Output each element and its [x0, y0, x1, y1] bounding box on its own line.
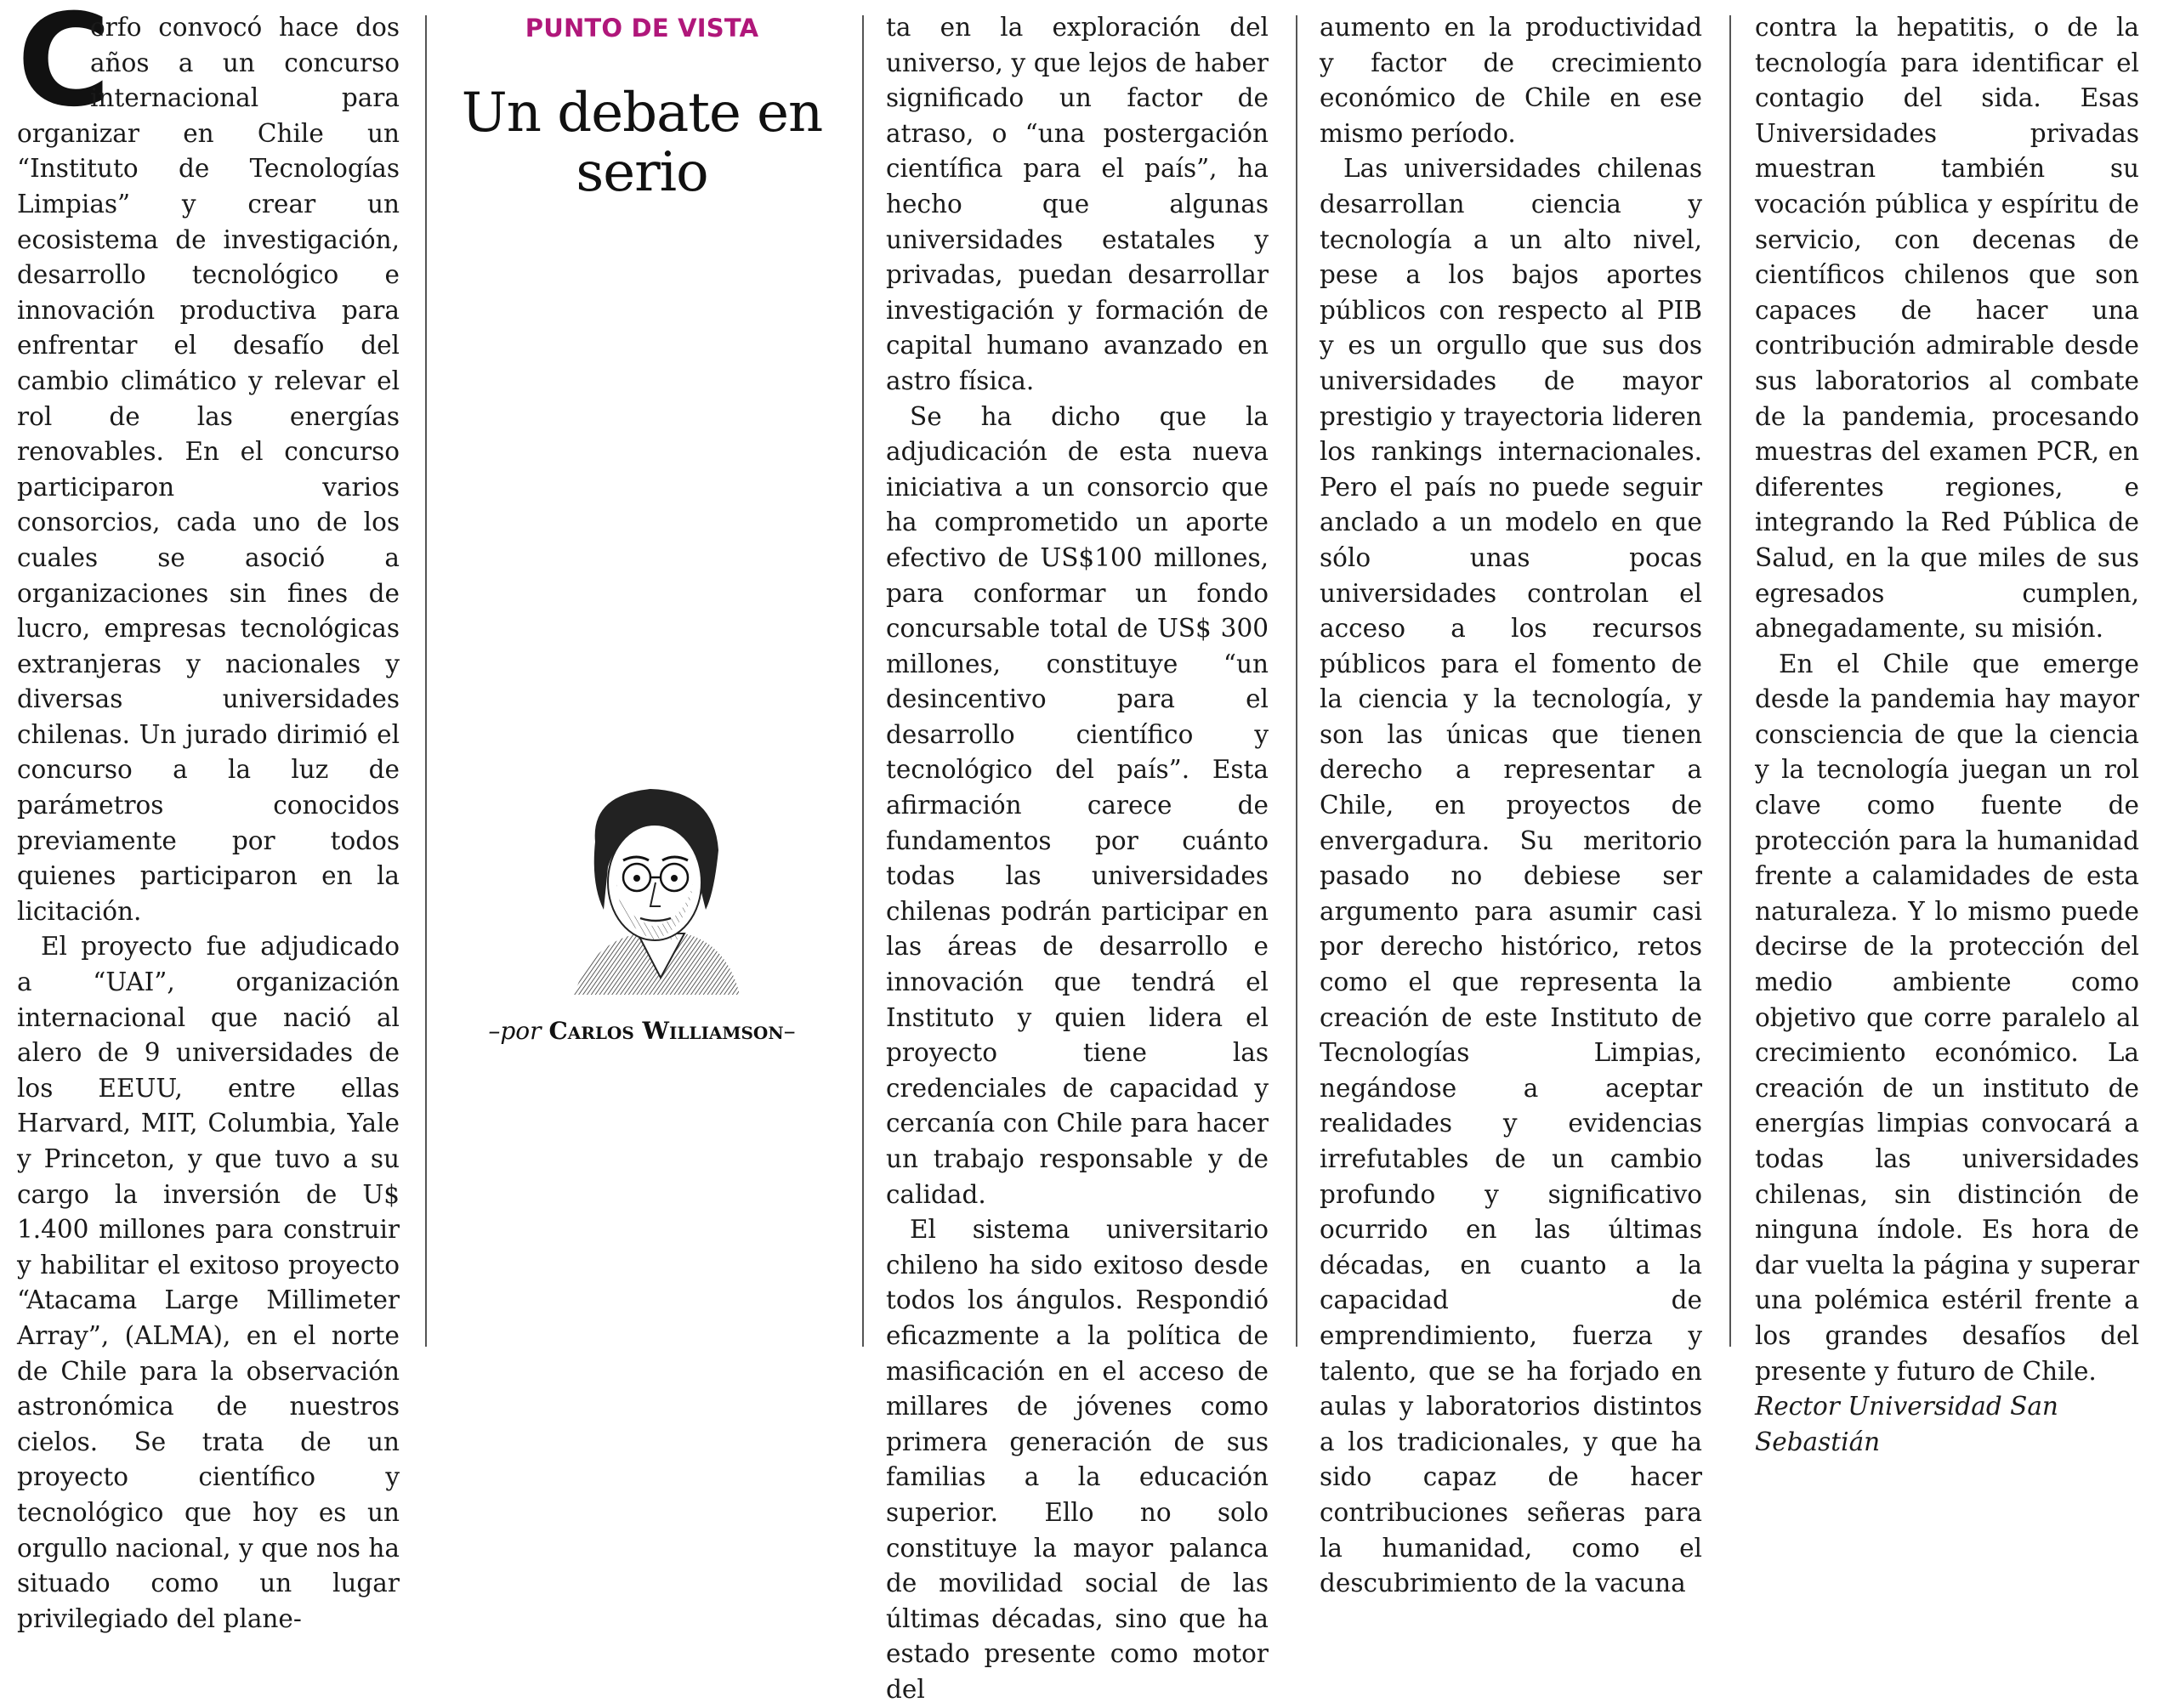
column-divider — [1296, 15, 1297, 1347]
paragraph-2: En el Chile que emerge desde la pandemia hay mayor consciencia de que la ciencia y la tecnología juegan un rol clave como fuente de protección para la humanidad frente a calamidades de esta naturaleza. Y lo mismo puede decirse de la protección del medio ambiente como objetivo que corre paralelo al crecimiento económico. La creación de un instituto de energías limpias convocará a todas las universidades chilenas, sin distinción de ninguna índole. Es hora de dar vuelta la página y superar una polémica estéril frente a los grandes desafíos del presente y futuro de Chile. — [1755, 649, 2139, 1386]
headline: Un debate en serio — [461, 82, 823, 204]
column-divider — [1729, 15, 1731, 1347]
author-portrait-icon — [557, 782, 752, 995]
column-divider — [862, 15, 864, 1347]
byline — [476, 1017, 808, 1045]
drop-cap: C — [17, 0, 111, 135]
paragraph-2: El proyecto fue adjudicado a “UAI”, organización internacional que nació al alero de 9 universidades de los EEUU, entre ellas Harvard, MIT, Columbia, Yale y Princeton, y que tuvo a su cargo la inversión de U$ 1.400 millones para construir y habilitar el exitoso proyecto “Atacama Large Millimeter Array”, (ALMA), en el norte de Chile para la observación astronómica de nuestros cielos. Se trata de un proyecto científico y tecnológico que hoy es un orgullo nacional, y que nos ha situado como un lugar privilegiado del plane- — [17, 932, 400, 1633]
paragraph-2: Se ha dicho que la adjudicación de esta nueva iniciativa a un consorcio que ha comprometido un aporte efectivo de US$100 millones, para conformar un fondo concursable total de US$ 300 millones, constituye “un desincentivo para el desarrollo científico y tecnológico del país”. Esta afirmación carece de fundamentos por cuánto todas las universidades chilenas podrán participar en las áreas de desarrollo e innovación que tendrá el Instituto y quien lidera el proyecto tiene las credenciales de capacidad y cercanía con Chile para hacer un trabajo responsable y de calidad. — [886, 401, 1269, 1209]
column-divider — [425, 15, 427, 1347]
paragraph-1: ta en la exploración del universo, y que lejos de haber significado un factor de atraso, o “una postergación científica para el país”, ha hecho que algunas universidades estatales y privadas, puedan desarrollar investigación y formación de capital humano avanzado en astro física. — [886, 13, 1269, 395]
byline-suffix: – — [783, 1017, 796, 1045]
column-3 — [886, 10, 1269, 1708]
byline-prefix: –por — [488, 1017, 542, 1045]
paragraph-1: C orfo convocó hace dos años a un concurso internacional para organizar en Chile un “Instituto de Tecnologías Limpias” y crear un ecosistema de investigación, desarrollo tecnológico e innovación productiva para enfrentar el desafío del cambio climático y relevar el rol de las energías renovables. En el concurso participaron varios consorcios, cada uno de los cuales se asoció a organizaciones sin fines de lucro, empresas tecnológicas extranjeras y nacionales y diversas universidades chilenas. Un jurado dirimió el concurso a la luz de parámetros conocidos previamente por todos quienes participaron en la licitación. — [17, 0, 400, 926]
author-signature: Rector Universidad San Sebastián — [1755, 1392, 2058, 1456]
paragraph-1: contra la hepatitis, o de la tecnología para identificar el contagio del sida. Esas Universidades privadas muestran también su vocación pública y espíritu de servicio, con decenas de científicos chilenos que son capaces de hacer una contribución admirable desde sus laboratorios al combate de la pandemia, procesando muestras del examen PCR, en diferentes regiones, e integrando la Red Pública de Salud, en la que miles de sus egresados cumplen, abnegadamente, su misión. — [1755, 13, 2139, 644]
column-1 — [17, 0, 400, 1637]
paragraph-2: Las universidades chilenas desarrollan ciencia y tecnología a un alto nivel, pese a los bajos aportes públicos con respecto al PIB y es un orgullo que sus dos universidades de mayor prestigio y trayectoria lideren los rankings internacionales. Pero el país no puede seguir anclado a un modelo en que sólo unas pocas universidades controlan el acceso a los recursos públicos para el fomento de la ciencia y la tecnología, y son las únicas que tienen derecho a representar a Chile, en proyectos de envergadura. Su meritorio pasado no debiese ser argumento para asumir casi por derecho histórico, retos como el que representa la creación de este Instituto de Tecnologías Limpias, negándose a aceptar realidades y evidencias irrefutables de un cambio profundo y significativo ocurrido en las últimas décadas, en cuanto a la capacidad de emprendimiento, fuerza y talento, que se ha forjado en aulas y laboratorios distintos a los tradicionales, y que ha sido capaz de hacer contribuciones señeras para la humanidad, como el descubrimiento de la vacuna — [1320, 154, 1702, 1598]
column-5 — [1755, 10, 2139, 1460]
paragraph-3: El sistema universitario chileno ha sido exitoso desde todos los ángulos. Respondió eficazmente a la política de masificación en el acceso de millares de jóvenes como primera generación de sus familias a la educación superior. Ello no solo constituye la mayor palanca de movilidad social de las últimas décadas, sino que ha estado presente como motor del — [886, 1215, 1269, 1704]
section-kicker: PUNTO DE VISTA — [525, 14, 759, 43]
paragraph-1: aumento en la productividad y factor de crecimiento económico de Chile en ese mismo período. — [1320, 13, 1702, 148]
author-name: Carlos Williamson — [548, 1017, 784, 1045]
